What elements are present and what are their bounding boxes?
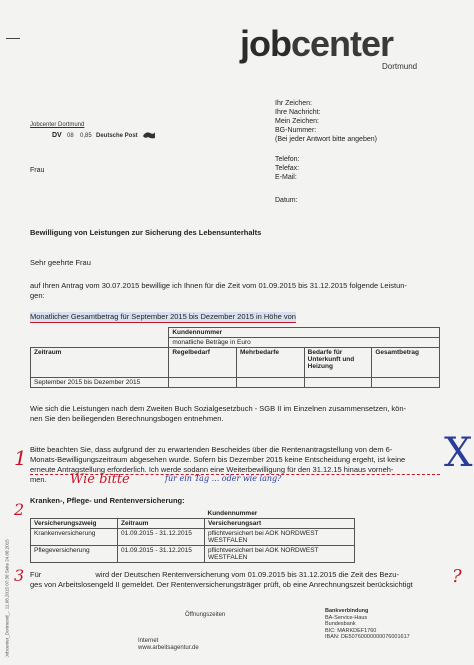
- fold-mark: [6, 38, 20, 39]
- table-cell: pflichtversichert bei AOK NORDWEST WESTFALEN: [205, 546, 355, 563]
- col-header: Mehrbedarfe: [237, 348, 305, 378]
- annotation-question-mark: ?: [452, 566, 462, 587]
- intro-line-1: auf Ihren Antrag vom 30.07.2015 bewillige ich Ihnen für die Zeit vom 01.09.2015 bis 31.12.2015 folgende Leistun-: [30, 281, 407, 290]
- annotation-cross: X: [444, 430, 473, 476]
- explanation-line-2: nen Sie den beiliegenden Berechnungsbogen entnehmen.: [30, 414, 224, 423]
- ref-line: Ihr Zeichen:: [275, 100, 312, 107]
- bank-sub: Bundesbank: [325, 621, 356, 627]
- pension-line-1: Für wird der Deutschen Rentenversicherung vom 01.09.2015 bis 31.12.2015 die Zeit des Bezu-: [30, 570, 399, 579]
- benefits-kundennummer: Kundennummer: [169, 328, 440, 338]
- notice-line-3: erneute Antragstellung erforderlich. Ich werde sodann eine Weiterbewilligung für den 31.12.15 hinaus vorneh-: [30, 465, 394, 474]
- notice-line-1: Bitte beachten Sie, dass aufgrund der zu erwartenden Bescheides über die Rentenantragstellung von dem 6-: [30, 445, 393, 454]
- recipient-salutation: Frau: [30, 167, 45, 174]
- insurance-heading: Kranken-, Pflege- und Rentenversicherung:: [30, 496, 185, 505]
- greeting: Sehr geehrte Frau: [30, 258, 91, 267]
- annotation-number-1: 1: [14, 446, 27, 470]
- insurance-table: [30, 509, 355, 563]
- postage-code: 08: [67, 133, 74, 139]
- postage-price: 0,85: [80, 133, 92, 139]
- benefits-subheader: monatliche Beträge in Euro: [169, 338, 440, 348]
- bank-iban: IBAN: DE50760000000076001617: [325, 634, 410, 640]
- bank-label: Bankverbindung: [325, 608, 369, 614]
- footer-bank-block: [325, 608, 410, 641]
- ref-line: Ihre Nachricht:: [275, 109, 321, 116]
- col-header: Zeitraum: [118, 519, 205, 529]
- ref-line: BG-Nummer:: [275, 127, 317, 134]
- annotation-number-2: 2: [14, 500, 25, 519]
- subject: Bewilligung von Leistungen zur Sicherung des Lebensunterhalts: [30, 228, 262, 237]
- col-header: Versicherungsart: [205, 519, 355, 529]
- jobcenter-logo: jobcenter: [240, 23, 394, 64]
- col-header: Zeitraum: [31, 348, 169, 378]
- table-cell: 01.09.2015 - 31.12.2015: [118, 529, 205, 546]
- table-cell: [169, 378, 237, 388]
- bank-bic: BIC: MARKDEF1760: [325, 627, 377, 634]
- table-row: [31, 378, 440, 388]
- monthly-total: Monatlicher Gesamtbetrag für September 2015 bis Dezember 2015 in Höhe von: [30, 312, 296, 321]
- intro-line-2: gen:: [30, 291, 45, 300]
- contact-block: [275, 155, 300, 182]
- table-cell: [372, 378, 440, 388]
- contact-line: Telefon:: [275, 156, 300, 163]
- benefits-table: [30, 327, 440, 388]
- postage-dv: DV: [52, 132, 62, 139]
- table-cell: September 2015 bis Dezember 2015: [31, 378, 169, 388]
- insurance-kundennummer: Kundennummer: [207, 510, 258, 517]
- pension-line-2: ges von Arbeitslosengeld II gemeldet. Der Rentenversicherungsträger prüft, ob eine Anrechnungszeit berücksichtigt: [30, 580, 413, 589]
- col-header: Regelbedarf: [169, 348, 237, 378]
- sender-line: Jobcenter Dortmund: [30, 122, 85, 128]
- footer-internet-url[interactable]: www.arbeitsagentur.de: [138, 645, 199, 651]
- annotation-handwriting-2: für ein Tag ... oder wie lang?: [165, 474, 282, 483]
- post-horn-icon: [142, 127, 156, 137]
- notice-line-2: Monats-Bewilligungszeitraum abgesehen wurde. Sofern bis Dezember 2015 keine Entscheidung ergeht, ist keine: [30, 455, 406, 464]
- table-cell: 01.09.2015 - 31.12.2015: [118, 546, 205, 563]
- col-header: Gesamtbetrag: [372, 348, 440, 378]
- col-header: Bedarfe für Unterkunft und Heizung: [304, 348, 372, 378]
- bank-name: BA-Service-Haus: [325, 614, 368, 621]
- table-cell: [237, 378, 305, 388]
- explanation-line-1: Wie sich die Leistungen nach dem Zweiten Buch Sozialgesetzbuch - SGB II im Einzelnen zusammensetzen, kön-: [30, 404, 407, 413]
- contact-line: Telefax:: [275, 165, 300, 172]
- table-cell: Krankenversicherung: [31, 529, 118, 546]
- table-row: [31, 546, 355, 563]
- annotation-handwriting-1: Wie bitte: [70, 472, 130, 487]
- table-row: [31, 529, 355, 546]
- table-cell: Pflegeversicherung: [31, 546, 118, 563]
- col-header: Versicherungszweig: [31, 519, 118, 529]
- date-label: Datum:: [275, 197, 298, 204]
- annotation-number-3: 3: [14, 566, 25, 585]
- postage-carrier: Deutsche Post: [96, 133, 138, 139]
- contact-line: E-Mail:: [275, 174, 297, 181]
- footer-internet-label: Internet: [138, 638, 159, 644]
- notice-line-4: men.: [30, 475, 47, 484]
- footer-opening-hours: Öffnungszeiten: [185, 612, 226, 618]
- reference-block: [275, 99, 377, 144]
- table-cell: pflichtversichert bei AOK NORDWEST WESTFALEN: [205, 529, 355, 546]
- ref-line: Mein Zeichen:: [275, 118, 319, 125]
- logo-city: Dortmund: [382, 62, 418, 71]
- side-print-text: Jobcenter_Dortmund_.. 11.08.2015 07:38 Seite 24.08.2015: [4, 539, 10, 658]
- table-cell: [304, 378, 372, 388]
- ref-line: (Bei jeder Antwort bitte angeben): [275, 136, 377, 143]
